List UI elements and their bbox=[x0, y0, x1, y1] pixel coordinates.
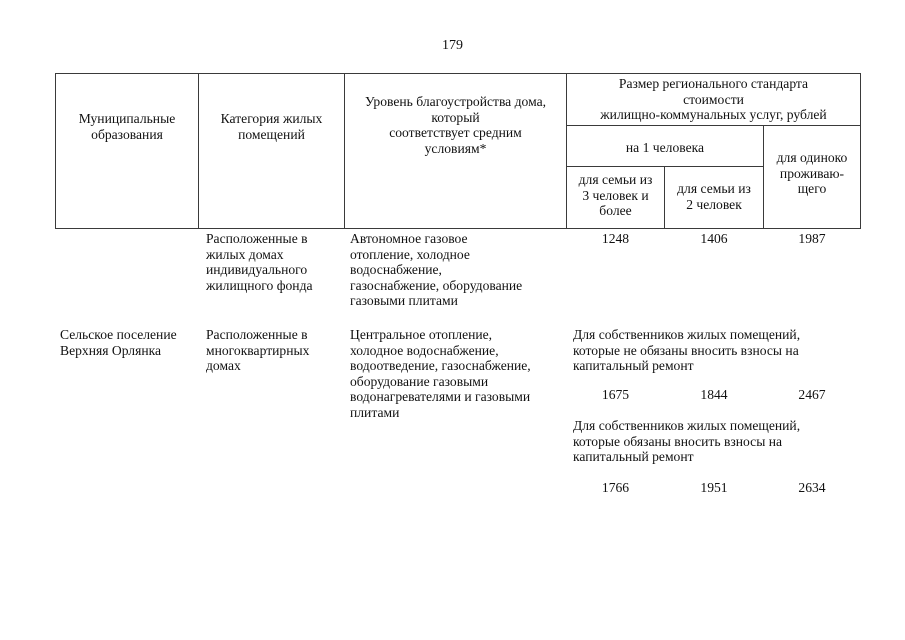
row2-note-not-obliged: Для собственников жилых помещений, которые не обязаны вносить взносы на капитальный ремонт bbox=[573, 327, 801, 373]
table-border-top bbox=[55, 73, 861, 74]
row2-category: Расположенные в многоквартирных домах bbox=[206, 327, 310, 373]
header-category: Категория жилых помещений bbox=[220, 111, 323, 142]
row1-value-family3: 1248 bbox=[601, 231, 630, 246]
row2-group1-value-family3: 1675 bbox=[601, 387, 630, 402]
row1-improvement-level: Автономное газовое отопление, холодное водоснабжение, газоснабжение, оборудование газовыми плитами bbox=[350, 231, 523, 308]
row2-group2-value-family2: 1951 bbox=[700, 480, 728, 495]
row2-note-obliged: Для собственников жилых помещений, которые обязаны вносить взносы на капитальный ремонт bbox=[573, 418, 801, 464]
table-border-right bbox=[860, 73, 861, 228]
row2-improvement-level: Центральное отопление, холодное водоснабжение, водоотведение, газоснабжение, оборудование газовыми водонагревателями и газовыми плитами bbox=[350, 327, 531, 420]
header-single: для одиноко проживаю- щего bbox=[776, 150, 848, 196]
page-number: 179 bbox=[442, 38, 463, 53]
row1-value-family2: 1406 bbox=[700, 231, 728, 246]
row1-category: Расположенные в жилых домах индивидуального жилищного фонда bbox=[206, 231, 313, 293]
header-family-2: для семьи из 2 человек bbox=[677, 181, 751, 212]
row2-group1-value-single: 2467 bbox=[798, 387, 826, 402]
header-improvement-level: Уровень благоустройства дома, который соответствует средним условиям* bbox=[364, 94, 547, 156]
row1-value-single: 1987 bbox=[798, 231, 826, 246]
row2-group2-value-family3: 1766 bbox=[601, 480, 630, 495]
row2-municipality: Сельское поселение Верхняя Орлянка bbox=[60, 327, 177, 358]
header-per-person: на 1 человека bbox=[625, 140, 705, 155]
header-family-3: для семьи из 3 человек и более bbox=[578, 172, 653, 218]
table-border-left bbox=[55, 73, 56, 228]
header-regional-standard: Размер регионального стандарта стоимости жилищно-коммунальных услуг, рублей bbox=[600, 76, 827, 122]
row2-group1-value-family2: 1844 bbox=[700, 387, 728, 402]
standard-header-divider bbox=[566, 125, 861, 126]
header-municipality: Муниципальные образования bbox=[78, 111, 176, 142]
row2-group2-value-single: 2634 bbox=[798, 480, 826, 495]
header-bottom-border bbox=[55, 228, 861, 229]
column-divider-1 bbox=[198, 73, 199, 228]
